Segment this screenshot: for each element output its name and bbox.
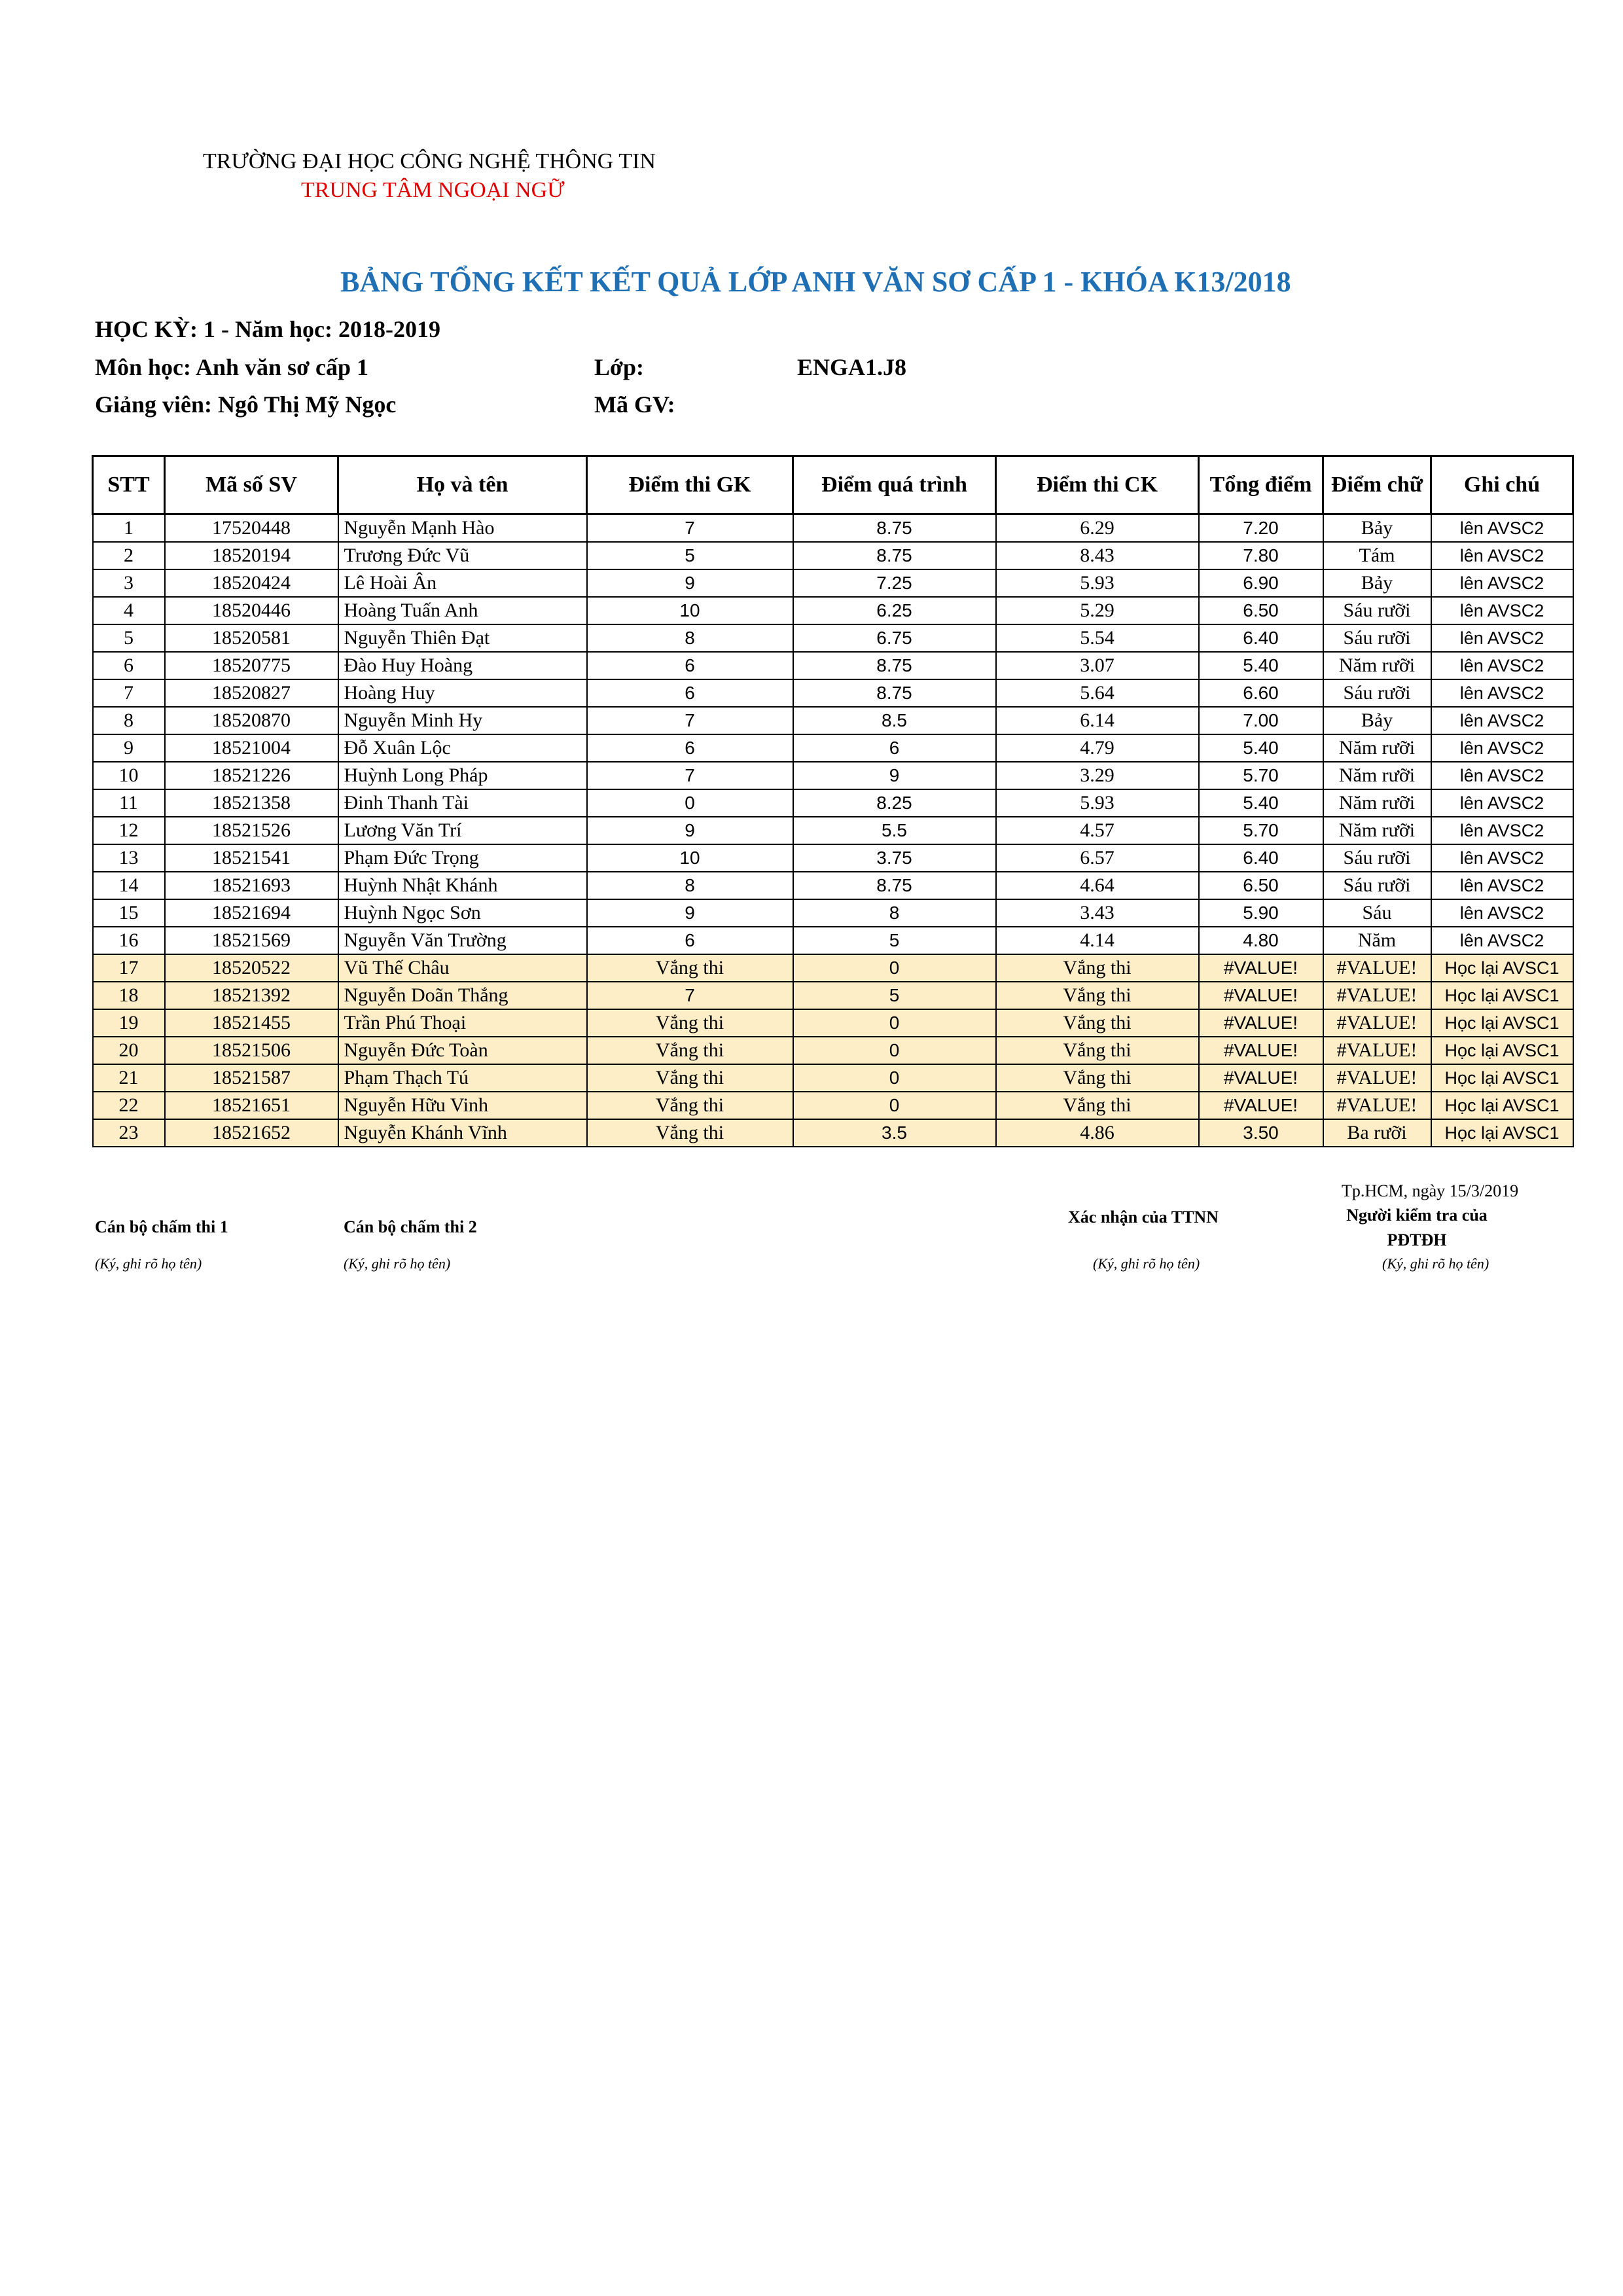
cell-student-id: 18520870	[165, 707, 338, 734]
cell-final-score: Vắng thi	[996, 954, 1199, 982]
cell-final-score: 5.54	[996, 624, 1199, 652]
ttnn-confirm-label: Xác nhận của TTNN	[1068, 1208, 1219, 1227]
cell-stt: 20	[93, 1037, 165, 1064]
cell-process-score: 8.75	[793, 679, 996, 707]
cell-final-score: 3.29	[996, 762, 1199, 789]
cell-full-name: Vũ Thế Châu	[338, 954, 587, 982]
cell-midterm-score: 0	[587, 789, 793, 817]
cell-total-score: #VALUE!	[1199, 1009, 1323, 1037]
cell-full-name: Nguyễn Khánh Vĩnh	[338, 1119, 587, 1147]
cell-midterm-score: Vắng thi	[587, 954, 793, 982]
cell-note: lên AVSC2	[1431, 872, 1573, 899]
cell-final-score: 4.57	[996, 817, 1199, 844]
cell-note: lên AVSC2	[1431, 707, 1573, 734]
header-process-score: Điểm quá trình	[793, 456, 996, 514]
table-row	[93, 734, 1573, 762]
cell-note: Học lại AVSC1	[1431, 954, 1573, 982]
cell-full-name: Huỳnh Ngọc Sơn	[338, 899, 587, 927]
class-value: ENGA1.J8	[797, 354, 907, 380]
cell-score-in-words: Sáu rưỡi	[1323, 679, 1431, 707]
cell-final-score: Vắng thi	[996, 1037, 1199, 1064]
cell-full-name: Nguyễn Thiên Đạt	[338, 624, 587, 652]
table-row	[93, 872, 1573, 899]
table-row	[93, 652, 1573, 679]
cell-midterm-score: Vắng thi	[587, 1064, 793, 1092]
cell-score-in-words: Sáu rưỡi	[1323, 624, 1431, 652]
header-final-score: Điểm thi CK	[996, 456, 1199, 514]
cell-final-score: 5.93	[996, 789, 1199, 817]
cell-stt: 11	[93, 789, 165, 817]
cell-student-id: 18521358	[165, 789, 338, 817]
cell-process-score: 5	[793, 927, 996, 954]
cell-full-name: Nguyễn Hữu Vinh	[338, 1092, 587, 1119]
header-total-score: Tổng điểm	[1199, 456, 1323, 514]
header-score-in-words: Điểm chữ	[1323, 456, 1431, 514]
cell-final-score: Vắng thi	[996, 1092, 1199, 1119]
cell-student-id: 18520194	[165, 542, 338, 569]
table-row	[93, 624, 1573, 652]
cell-final-score: 5.29	[996, 597, 1199, 624]
grader-2-label: Cán bộ chấm thi 2	[344, 1217, 477, 1236]
cell-note: lên AVSC2	[1431, 652, 1573, 679]
cell-stt: 16	[93, 927, 165, 954]
cell-final-score: 4.86	[996, 1119, 1199, 1147]
cell-score-in-words: Bảy	[1323, 514, 1431, 543]
cell-full-name: Đinh Thanh Tài	[338, 789, 587, 817]
cell-total-score: 3.50	[1199, 1119, 1323, 1147]
cell-full-name: Huỳnh Nhật Khánh	[338, 872, 587, 899]
cell-process-score: 6	[793, 734, 996, 762]
cell-score-in-words: #VALUE!	[1323, 954, 1431, 982]
cell-midterm-score: 7	[587, 707, 793, 734]
cell-final-score: 3.07	[996, 652, 1199, 679]
cell-stt: 22	[93, 1092, 165, 1119]
cell-note: lên AVSC2	[1431, 899, 1573, 927]
cell-full-name: Phạm Thạch Tú	[338, 1064, 587, 1092]
sign-hint-3: (Ký, ghi rõ họ tên)	[1093, 1255, 1200, 1272]
table-row	[93, 1064, 1573, 1092]
cell-stt: 15	[93, 899, 165, 927]
cell-total-score: 6.40	[1199, 624, 1323, 652]
cell-midterm-score: 6	[587, 652, 793, 679]
cell-student-id: 18521694	[165, 899, 338, 927]
table-header-row	[93, 456, 1573, 514]
cell-student-id: 18521652	[165, 1119, 338, 1147]
header-midterm-score: Điểm thi GK	[587, 456, 793, 514]
cell-midterm-score: 8	[587, 872, 793, 899]
cell-final-score: 5.64	[996, 679, 1199, 707]
cell-full-name: Huỳnh Long Pháp	[338, 762, 587, 789]
cell-full-name: Nguyễn Mạnh Hào	[338, 514, 587, 543]
checker-label-line1: Người kiểm tra của	[1346, 1206, 1488, 1225]
cell-process-score: 5	[793, 982, 996, 1009]
cell-final-score: 6.29	[996, 514, 1199, 543]
cell-stt: 2	[93, 542, 165, 569]
cell-student-id: 18521506	[165, 1037, 338, 1064]
semester-info: HỌC KỲ: 1 - Năm học: 2018-2019	[95, 316, 440, 342]
table-row	[93, 542, 1573, 569]
cell-total-score: 6.40	[1199, 844, 1323, 872]
class-label: Lớp:	[594, 354, 644, 380]
table-row	[93, 762, 1573, 789]
cell-total-score: 5.90	[1199, 899, 1323, 927]
cell-score-in-words: Sáu rưỡi	[1323, 844, 1431, 872]
cell-student-id: 18520522	[165, 954, 338, 982]
cell-total-score: 5.40	[1199, 652, 1323, 679]
cell-final-score: 4.14	[996, 927, 1199, 954]
cell-note: lên AVSC2	[1431, 597, 1573, 624]
cell-full-name: Nguyễn Minh Hy	[338, 707, 587, 734]
cell-stt: 19	[93, 1009, 165, 1037]
cell-process-score: 7.25	[793, 569, 996, 597]
cell-student-id: 18520446	[165, 597, 338, 624]
cell-score-in-words: Sáu	[1323, 899, 1431, 927]
cell-stt: 6	[93, 652, 165, 679]
cell-stt: 4	[93, 597, 165, 624]
cell-midterm-score: Vắng thi	[587, 1119, 793, 1147]
cell-score-in-words: Năm rưỡi	[1323, 652, 1431, 679]
table-row	[93, 982, 1573, 1009]
cell-note: lên AVSC2	[1431, 569, 1573, 597]
cell-student-id: 18520827	[165, 679, 338, 707]
cell-final-score: 6.57	[996, 844, 1199, 872]
cell-score-in-words: #VALUE!	[1323, 1092, 1431, 1119]
sign-hint-1: (Ký, ghi rõ họ tên)	[95, 1255, 202, 1272]
cell-total-score: 5.40	[1199, 789, 1323, 817]
cell-total-score: 7.20	[1199, 514, 1323, 543]
cell-process-score: 0	[793, 1064, 996, 1092]
cell-score-in-words: Ba rưỡi	[1323, 1119, 1431, 1147]
cell-note: lên AVSC2	[1431, 844, 1573, 872]
cell-total-score: 5.40	[1199, 734, 1323, 762]
cell-student-id: 18520775	[165, 652, 338, 679]
cell-midterm-score: 10	[587, 844, 793, 872]
cell-total-score: 5.70	[1199, 817, 1323, 844]
cell-total-score: 6.60	[1199, 679, 1323, 707]
cell-score-in-words: Tám	[1323, 542, 1431, 569]
cell-midterm-score: Vắng thi	[587, 1092, 793, 1119]
cell-midterm-score: 9	[587, 899, 793, 927]
cell-score-in-words: #VALUE!	[1323, 1064, 1431, 1092]
table-row	[93, 844, 1573, 872]
cell-process-score: 8.75	[793, 542, 996, 569]
cell-student-id: 18521004	[165, 734, 338, 762]
header-student-id: Mã số SV	[165, 456, 338, 514]
cell-total-score: 6.50	[1199, 872, 1323, 899]
cell-process-score: 3.5	[793, 1119, 996, 1147]
cell-process-score: 0	[793, 1037, 996, 1064]
cell-full-name: Nguyễn Doãn Thắng	[338, 982, 587, 1009]
cell-final-score: Vắng thi	[996, 1064, 1199, 1092]
cell-midterm-score: 7	[587, 982, 793, 1009]
cell-stt: 3	[93, 569, 165, 597]
cell-process-score: 9	[793, 762, 996, 789]
table-row	[93, 597, 1573, 624]
cell-process-score: 8.75	[793, 652, 996, 679]
table-row	[93, 789, 1573, 817]
cell-process-score: 3.75	[793, 844, 996, 872]
cell-final-score: 5.93	[996, 569, 1199, 597]
teacher-info: Giảng viên: Ngô Thị Mỹ Ngọc	[95, 391, 397, 418]
cell-total-score: #VALUE!	[1199, 1037, 1323, 1064]
cell-note: Học lại AVSC1	[1431, 1009, 1573, 1037]
cell-total-score: 6.50	[1199, 597, 1323, 624]
cell-process-score: 8.75	[793, 872, 996, 899]
cell-score-in-words: Sáu rưỡi	[1323, 597, 1431, 624]
table-row	[93, 707, 1573, 734]
grades-table	[92, 455, 1574, 1147]
cell-stt: 14	[93, 872, 165, 899]
cell-full-name: Nguyễn Văn Trường	[338, 927, 587, 954]
cell-process-score: 6.25	[793, 597, 996, 624]
school-name: TRƯỜNG ĐẠI HỌC CÔNG NGHỆ THÔNG TIN	[203, 149, 656, 173]
table-row	[93, 899, 1573, 927]
cell-student-id: 18521587	[165, 1064, 338, 1092]
cell-student-id: 18521392	[165, 982, 338, 1009]
header-stt: STT	[93, 456, 165, 514]
cell-total-score: 7.00	[1199, 707, 1323, 734]
cell-full-name: Trần Phú Thoại	[338, 1009, 587, 1037]
cell-final-score: Vắng thi	[996, 982, 1199, 1009]
cell-final-score: 4.79	[996, 734, 1199, 762]
cell-process-score: 0	[793, 1009, 996, 1037]
table-row	[93, 1037, 1573, 1064]
cell-process-score: 8.75	[793, 514, 996, 543]
cell-midterm-score: 6	[587, 734, 793, 762]
cell-midterm-score: 9	[587, 569, 793, 597]
cell-total-score: 5.70	[1199, 762, 1323, 789]
cell-note: lên AVSC2	[1431, 762, 1573, 789]
subject-info: Môn học: Anh văn sơ cấp 1	[95, 354, 369, 380]
cell-full-name: Đào Huy Hoàng	[338, 652, 587, 679]
cell-full-name: Nguyễn Đức Toàn	[338, 1037, 587, 1064]
teacher-id-label: Mã GV:	[594, 391, 675, 418]
cell-full-name: Lương Văn Trí	[338, 817, 587, 844]
table-row	[93, 927, 1573, 954]
cell-student-id: 17520448	[165, 514, 338, 543]
cell-midterm-score: 10	[587, 597, 793, 624]
sign-hint-4: (Ký, ghi rõ họ tên)	[1382, 1255, 1489, 1272]
cell-final-score: 8.43	[996, 542, 1199, 569]
cell-stt: 8	[93, 707, 165, 734]
cell-student-id: 18521455	[165, 1009, 338, 1037]
cell-process-score: 8.5	[793, 707, 996, 734]
cell-score-in-words: Năm	[1323, 927, 1431, 954]
cell-midterm-score: 5	[587, 542, 793, 569]
cell-note: Học lại AVSC1	[1431, 1092, 1573, 1119]
cell-process-score: 0	[793, 954, 996, 982]
cell-full-name: Hoàng Tuấn Anh	[338, 597, 587, 624]
grader-1-label: Cán bộ chấm thi 1	[95, 1217, 228, 1236]
cell-midterm-score: 9	[587, 817, 793, 844]
cell-final-score: 4.64	[996, 872, 1199, 899]
cell-student-id: 18521526	[165, 817, 338, 844]
cell-stt: 18	[93, 982, 165, 1009]
cell-midterm-score: 8	[587, 624, 793, 652]
cell-stt: 9	[93, 734, 165, 762]
center-name: TRUNG TÂM NGOẠI NGỮ	[301, 178, 565, 202]
cell-midterm-score: 7	[587, 514, 793, 543]
cell-student-id: 18521226	[165, 762, 338, 789]
cell-full-name: Đỗ Xuân Lộc	[338, 734, 587, 762]
cell-total-score: #VALUE!	[1199, 1064, 1323, 1092]
cell-total-score: 6.90	[1199, 569, 1323, 597]
cell-stt: 5	[93, 624, 165, 652]
cell-note: lên AVSC2	[1431, 542, 1573, 569]
cell-note: Học lại AVSC1	[1431, 1037, 1573, 1064]
cell-midterm-score: 6	[587, 679, 793, 707]
cell-student-id: 18521693	[165, 872, 338, 899]
cell-full-name: Lê Hoài Ân	[338, 569, 587, 597]
cell-score-in-words: Sáu rưỡi	[1323, 872, 1431, 899]
cell-process-score: 0	[793, 1092, 996, 1119]
table-row	[93, 679, 1573, 707]
cell-full-name: Trương Đức Vũ	[338, 542, 587, 569]
cell-score-in-words: Năm rưỡi	[1323, 734, 1431, 762]
cell-note: lên AVSC2	[1431, 679, 1573, 707]
cell-full-name: Hoàng Huy	[338, 679, 587, 707]
cell-stt: 10	[93, 762, 165, 789]
table-row	[93, 1119, 1573, 1147]
cell-note: lên AVSC2	[1431, 514, 1573, 543]
cell-score-in-words: #VALUE!	[1323, 1009, 1431, 1037]
header-full-name: Họ và tên	[338, 456, 587, 514]
cell-score-in-words: Bảy	[1323, 569, 1431, 597]
cell-midterm-score: Vắng thi	[587, 1009, 793, 1037]
cell-student-id: 18521569	[165, 927, 338, 954]
cell-score-in-words: Năm rưỡi	[1323, 789, 1431, 817]
cell-stt: 13	[93, 844, 165, 872]
sign-hint-2: (Ký, ghi rõ họ tên)	[344, 1255, 451, 1272]
table-row	[93, 569, 1573, 597]
cell-note: lên AVSC2	[1431, 789, 1573, 817]
checker-label-line2: PĐTĐH	[1387, 1230, 1447, 1249]
document-title: BẢNG TỔNG KẾT KẾT QUẢ LỚP ANH VĂN SƠ CẤP 1 - KHÓA K13/2018	[340, 266, 1291, 298]
cell-total-score: 4.80	[1199, 927, 1323, 954]
cell-stt: 1	[93, 514, 165, 543]
cell-note: lên AVSC2	[1431, 817, 1573, 844]
cell-process-score: 8	[793, 899, 996, 927]
cell-score-in-words: Năm rưỡi	[1323, 817, 1431, 844]
table-row	[93, 954, 1573, 982]
cell-student-id: 18520581	[165, 624, 338, 652]
cell-stt: 23	[93, 1119, 165, 1147]
cell-stt: 7	[93, 679, 165, 707]
cell-midterm-score: Vắng thi	[587, 1037, 793, 1064]
cell-score-in-words: Bảy	[1323, 707, 1431, 734]
cell-final-score: Vắng thi	[996, 1009, 1199, 1037]
cell-total-score: #VALUE!	[1199, 954, 1323, 982]
cell-stt: 17	[93, 954, 165, 982]
cell-total-score: 7.80	[1199, 542, 1323, 569]
cell-full-name: Phạm Đức Trọng	[338, 844, 587, 872]
cell-student-id: 18520424	[165, 569, 338, 597]
cell-stt: 21	[93, 1064, 165, 1092]
cell-note: lên AVSC2	[1431, 927, 1573, 954]
cell-score-in-words: Năm rưỡi	[1323, 762, 1431, 789]
cell-midterm-score: 6	[587, 927, 793, 954]
cell-process-score: 8.25	[793, 789, 996, 817]
cell-process-score: 6.75	[793, 624, 996, 652]
cell-note: Học lại AVSC1	[1431, 1119, 1573, 1147]
table-row	[93, 1092, 1573, 1119]
table-row	[93, 1009, 1573, 1037]
cell-note: Học lại AVSC1	[1431, 1064, 1573, 1092]
cell-final-score: 3.43	[996, 899, 1199, 927]
cell-process-score: 5.5	[793, 817, 996, 844]
table-row	[93, 514, 1573, 543]
cell-final-score: 6.14	[996, 707, 1199, 734]
cell-total-score: #VALUE!	[1199, 1092, 1323, 1119]
cell-student-id: 18521651	[165, 1092, 338, 1119]
table-row	[93, 817, 1573, 844]
header-note: Ghi chú	[1431, 456, 1573, 514]
signing-date: Tp.HCM, ngày 15/3/2019	[1342, 1181, 1519, 1200]
cell-note: Học lại AVSC1	[1431, 982, 1573, 1009]
cell-note: lên AVSC2	[1431, 624, 1573, 652]
cell-total-score: #VALUE!	[1199, 982, 1323, 1009]
cell-note: lên AVSC2	[1431, 734, 1573, 762]
cell-midterm-score: 7	[587, 762, 793, 789]
cell-student-id: 18521541	[165, 844, 338, 872]
cell-score-in-words: #VALUE!	[1323, 982, 1431, 1009]
cell-score-in-words: #VALUE!	[1323, 1037, 1431, 1064]
cell-stt: 12	[93, 817, 165, 844]
